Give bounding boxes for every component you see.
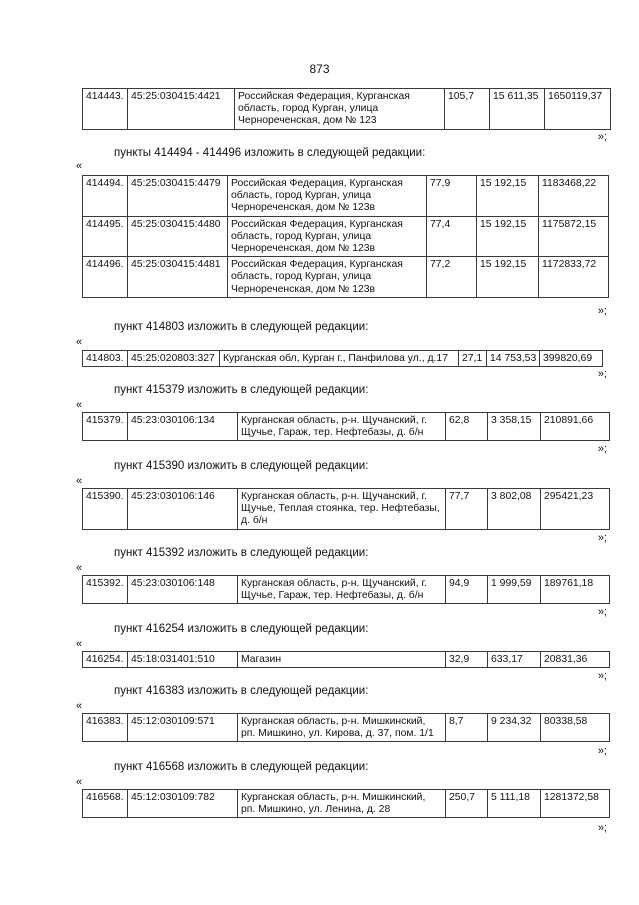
address-cell: Курганская обл, Курган г., Панфилова ул., д.17 <box>220 351 459 367</box>
table-row <box>83 351 603 367</box>
row-number-cell: 415392. <box>83 576 128 604</box>
opening-quote: « <box>76 336 83 348</box>
rate-cell: 9 234,32 <box>488 714 541 742</box>
value-cell: 399820,69 <box>540 351 603 367</box>
table-row <box>83 257 609 298</box>
row-number-cell: 414494. <box>83 176 128 217</box>
opening-quote: « <box>76 700 83 712</box>
area-cell: 94,9 <box>446 576 488 604</box>
value-cell: 189761,18 <box>541 576 610 604</box>
rate-cell: 5 111,18 <box>488 790 541 818</box>
value-cell: 1172833,72 <box>539 257 609 298</box>
page-number: 873 <box>309 62 330 76</box>
registry-table <box>82 651 610 668</box>
area-cell: 77,2 <box>427 257 477 298</box>
cadastral-number-cell: 45:12:030109:782 <box>128 790 238 818</box>
table-row <box>83 413 610 441</box>
table-row <box>83 576 610 604</box>
opening-quote: « <box>76 160 83 172</box>
section-heading: пункт 415392 изложить в следующей редакции: <box>114 547 369 559</box>
area-cell: 77,4 <box>427 216 477 257</box>
cadastral-number-cell: 45:23:030106:148 <box>128 576 238 604</box>
row-number-cell: 416383. <box>83 714 128 742</box>
section-heading: пункт 416254 изложить в следующей редакции: <box>114 623 369 635</box>
cadastral-number-cell: 45:25:030415:4481 <box>128 257 228 298</box>
address-cell: Курганская область, р-н. Щучанский, г. Щучье, Гараж, тер. Нефтебазы, д. б/н <box>238 413 446 441</box>
cadastral-number-cell: 45:25:030415:4480 <box>128 216 228 257</box>
value-cell: 1175872,15 <box>539 216 609 257</box>
address-cell: Российская Федерация, Курганская область, город Курган, улица Чернореченская, дом № 123в <box>228 257 427 298</box>
table-row <box>83 790 610 818</box>
address-cell: Российская Федерация, Курганская область, город Курган, улица Чернореченская, дом № 123в <box>228 216 427 257</box>
cadastral-number-cell: 45:25:030415:4479 <box>128 176 228 217</box>
closing-quote: »; <box>597 670 607 682</box>
rate-cell: 14 753,53 <box>487 351 540 367</box>
address-cell: Российская Федерация, Курганская область, город Курган, улица Чернореченская, дом № 123в <box>228 176 427 217</box>
section-heading: пункт 414803 изложить в следующей редакции: <box>114 321 369 333</box>
row-number-cell: 414803. <box>83 351 128 367</box>
cadastral-number-cell: 45:23:030106:146 <box>128 489 238 530</box>
closing-quote: »; <box>597 606 607 618</box>
area-cell: 77,9 <box>427 176 477 217</box>
area-cell: 250,7 <box>446 790 488 818</box>
row-number-cell: 416254. <box>83 652 128 668</box>
rate-cell: 633,17 <box>488 652 541 668</box>
closing-quote: »; <box>597 745 607 757</box>
area-cell: 8,7 <box>446 714 488 742</box>
rate-cell: 15 611,35 <box>490 89 545 130</box>
area-cell: 105,7 <box>445 89 490 130</box>
table-row <box>83 176 609 217</box>
cadastral-number-cell: 45:25:020803:327 <box>128 351 220 367</box>
rate-cell: 15 192,15 <box>477 257 539 298</box>
rate-cell: 1 999,59 <box>488 576 541 604</box>
closing-quote: »; <box>597 532 607 544</box>
cadastral-number-cell: 45:12:030109:571 <box>128 714 238 742</box>
table-row <box>83 216 609 257</box>
opening-quote: « <box>76 776 83 788</box>
closing-quote: »; <box>597 305 607 317</box>
opening-quote: « <box>76 399 83 411</box>
address-cell: Российская Федерация, Курганская область, город Курган, улица Чернореченская, дом № 123 <box>235 89 445 130</box>
area-cell: 32,9 <box>446 652 488 668</box>
rate-cell: 15 192,15 <box>477 176 539 217</box>
area-cell: 27,1 <box>459 351 487 367</box>
value-cell: 80338,58 <box>541 714 610 742</box>
section-heading: пункт 416383 изложить в следующей редакции: <box>114 685 369 697</box>
address-cell: Магазин <box>238 652 446 668</box>
area-cell: 62,8 <box>446 413 488 441</box>
opening-quote: « <box>76 475 83 487</box>
opening-quote: « <box>76 562 83 574</box>
closing-quote: »; <box>597 822 607 834</box>
rate-cell: 3 358,15 <box>488 413 541 441</box>
address-cell: Курганская область, р-н. Щучанский, г. Щучье, Гараж, тер. Нефтебазы, д. б/н <box>238 576 446 604</box>
closing-quote: »; <box>597 443 607 455</box>
row-number-cell: 414495. <box>83 216 128 257</box>
registry-table <box>82 175 609 298</box>
table-row <box>83 89 611 130</box>
area-cell: 77,7 <box>446 489 488 530</box>
value-cell: 20831,36 <box>541 652 610 668</box>
registry-table <box>82 789 610 818</box>
registry-table <box>82 350 603 367</box>
registry-table <box>82 412 610 441</box>
registry-table <box>82 713 610 742</box>
section-heading: пункт 415379 изложить в следующей редакции: <box>114 384 369 396</box>
closing-quote: »; <box>597 368 607 380</box>
table-row <box>83 489 610 530</box>
table-row <box>83 652 610 668</box>
address-cell: Курганская область, р-н. Мишкинский, рп. Мишкино, ул. Кирова, д. 37, пом. 1/1 <box>238 714 446 742</box>
opening-quote: « <box>76 638 83 650</box>
row-number-cell: 414443. <box>83 89 128 130</box>
cadastral-number-cell: 45:25:030415:4421 <box>128 89 235 130</box>
section-heading: пункт 416568 изложить в следующей редакции: <box>114 761 369 773</box>
table-row <box>83 714 610 742</box>
rate-cell: 3 802,08 <box>488 489 541 530</box>
rate-cell: 15 192,15 <box>477 216 539 257</box>
row-number-cell: 416568. <box>83 790 128 818</box>
registry-table <box>82 88 611 130</box>
value-cell: 210891,66 <box>541 413 610 441</box>
registry-table <box>82 575 610 604</box>
section-heading: пункты 414494 - 414496 изложить в следующей редакции: <box>114 147 426 159</box>
value-cell: 295421,23 <box>541 489 610 530</box>
closing-quote: »; <box>597 131 607 143</box>
section-heading: пункт 415390 изложить в следующей редакции: <box>114 460 369 472</box>
row-number-cell: 414496. <box>83 257 128 298</box>
address-cell: Курганская область, р-н. Мишкинский, рп. Мишкино, ул. Ленина, д. 28 <box>238 790 446 818</box>
value-cell: 1183468,22 <box>539 176 609 217</box>
row-number-cell: 415379. <box>83 413 128 441</box>
address-cell: Курганская область, р-н. Щучанский, г. Щучье, Теплая стоянка, тер. Нефтебазы, д. б/н <box>238 489 446 530</box>
row-number-cell: 415390. <box>83 489 128 530</box>
value-cell: 1650119,37 <box>545 89 611 130</box>
registry-table <box>82 488 610 530</box>
cadastral-number-cell: 45:18:031401:510 <box>128 652 238 668</box>
cadastral-number-cell: 45:23:030106:134 <box>128 413 238 441</box>
value-cell: 1281372,58 <box>541 790 610 818</box>
